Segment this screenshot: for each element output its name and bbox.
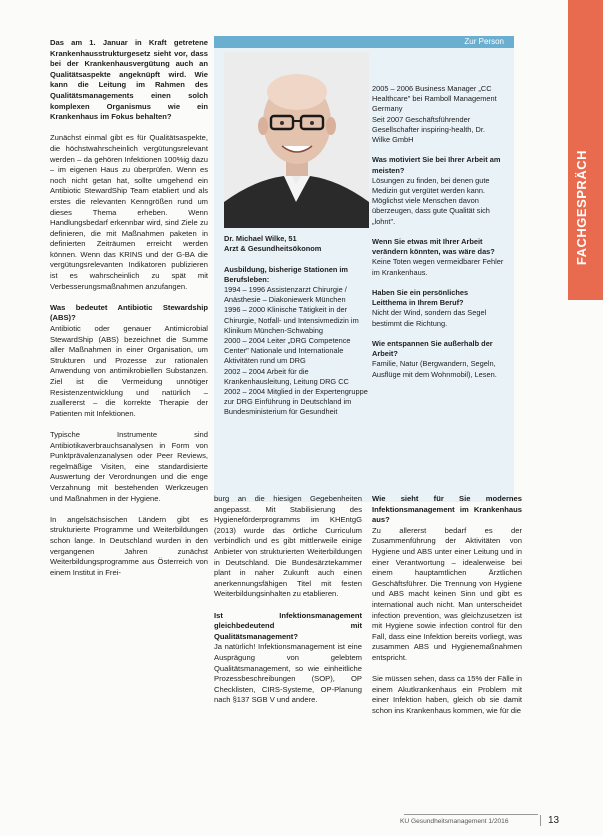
portrait-photo <box>224 52 369 228</box>
footer-rule <box>404 814 538 815</box>
qa-question: Wie entspannen Sie außerhalb der Arbeit? <box>372 339 493 359</box>
qa-answer: Nicht der Wind, sondern das Segel bestimmt die Richtung. <box>372 308 487 328</box>
intro-question: Das am 1. Januar in Kraft getretene Krankenhausstrukturgesetz sieht vor, dass bei der Krankenhausvergütung auch an Qualitätsaspekte angeknüpft wird. Wie kann die Leitung im Rahmen des Qualitätsmanagements einen solch komplexen Organismus wie ein Krankenhaus im Fokus behalten? <box>50 38 208 122</box>
training-line: 2002 – 2004 Arbeit für die Krankenhausleitung, Leitung DRG CC <box>224 366 349 386</box>
question-heading: Wie sieht für Sie modernes Infektionsmanagement im Krankenhaus aus? <box>372 494 522 525</box>
training-heading: Ausbildung, bisherige Stationen im Berufsleben: <box>224 264 349 284</box>
qa-block <box>372 237 504 278</box>
training-line: 2002 – 2004 Mitglied in der Expertengruppe zur DRG Einführung in Deutschland im Bundesministerium für Gesundheit <box>224 387 368 417</box>
article-column-3 <box>372 494 522 727</box>
paragraph: Zu allererst bedarf es der Zusammenführung der Aktivitäten von Hygiene und ABS unter einer Leitung und in einer Verantwortung – idealerweise bei einem hauptamtlichen Ärztlichen Geschäftsführer. Die Trennung von Hygiene und ABS macht keinen Sinn und gibt es international auch nicht. Man unterscheidet infection prevention, was gleichzusetzen ist mit Hygiene sowie infection control für den Fall, dass eine Infektion bereits vorliegt, was zusammen ABS und Hygienemaßnahmen entspricht. <box>372 525 522 662</box>
page-number: 13 <box>548 815 560 826</box>
training-line: Seit 2007 Geschäftsführender Gesellschafter inspiring-health, Dr. Wilke GmbH <box>372 114 485 145</box>
person-box-left-column <box>224 234 369 418</box>
qa-answer: Familie, Natur (Bergwandern, Segeln, Ausflüge mit dem Wohnmobil), Lesen. <box>372 359 497 379</box>
article-column-2 <box>214 494 362 716</box>
paragraph: Zunächst einmal gibt es für Qualitätsaspekte, die höchstwahrscheinlich vergütungsrelevant werden – da gehören Infektionen 100%ig dazu – im eigenen Haus zu überprüfen. Wenn es noch nicht getan hat, sollte umgehend ein Antibiotic StewardShip Team etabliert und als erstes die relevanten Kenngrößen rund um dieses Thema erheben. Wenn Handlungsbedarf erkennbar wird, sind Ziele zu definieren, die mit Maßnahmen paketen in definierten Zeiträumen erreicht werden können. Wenn das KRINS und der G-BA die vergütungsrelevanten Indikatoren publizieren ist es wahrscheinlich zu spät mit Verbesserungsmaßnahmen anzufangen. <box>50 133 208 291</box>
training-line: 1996 – 2000 Klinische Tätigkeit in der Chirurgie, Notfall- und Intensivmedizin im Klinikum München-Schwabing <box>224 305 359 335</box>
qa-question: Was motiviert Sie bei Ihrer Arbeit am meisten? <box>372 155 501 175</box>
qa-block <box>372 155 504 226</box>
person-role: Arzt & Gesundheitsökonom <box>224 244 322 254</box>
training-line: 2000 – 2004 Leiter „DRG Competence Center" Nationale und Internationale Aktivitäten rund um DRG <box>224 336 351 366</box>
section-side-tab <box>568 0 603 836</box>
qa-question: Wenn Sie etwas mit Ihrer Arbeit verändern könnten, was wäre das? <box>372 237 495 257</box>
section-label: FACHGESPRÄCH <box>574 150 589 266</box>
person-box-right-column <box>372 84 504 390</box>
footer-separator <box>540 815 541 826</box>
paragraph: Sie müssen sehen, dass ca 15% der Fälle in einem Akutkrankenhaus ein Problem mit einer Infektion haben, gleich ob sie damit schon ins Krankenhaus kommen, wie für die <box>372 674 522 715</box>
qa-block <box>372 288 504 329</box>
article-column-1 <box>50 38 208 589</box>
qa-answer: Keine Toten wegen vermeidbarer Fehler im Krankenhaus. <box>372 257 504 277</box>
footer-publication: KU Gesundheitsmanagement 1/2016 <box>400 818 509 825</box>
portrait-caption <box>224 234 369 254</box>
portrait-illustration <box>224 52 369 228</box>
question-heading: Was bedeutet Antibiotic Stewardship (ABS)? <box>50 302 208 323</box>
person-box-tag: Zur Person <box>464 37 504 46</box>
person-name: Dr. Michael Wilke, 51 <box>224 234 297 243</box>
qa-question: Haben Sie ein persönliches Leitthema in Ihrem Beruf? <box>372 288 469 308</box>
training-line: 2005 – 2006 Business Manager „CC Healthcare" bei Ramboll Management Germany <box>372 84 497 114</box>
question-heading: Ist Infektionsmanagement gleichbedeutend mit Qualitätsmanagement? <box>214 610 362 641</box>
paragraph: burg an die hiesigen Gegebenheiten angepasst. Mit Stabilisierung des Hygieneförderprogramms im KHEntgG (2013) wurde das örtliche Curriculum verbindlich und es gibt mittlerweile einige Anbieter von strukturierten Weiterbildungen in Deutschland. Die Bundesärztekammer plant in naher Zukunft auch einen anerkennungsfähigen Titel mit festen Weiterbildungsinhalten zu etablieren. <box>214 494 362 599</box>
qa-block <box>372 339 504 380</box>
person-profile-box <box>214 36 514 502</box>
paragraph: Ja natürlich! Infektionsmanagement ist eine Ausprägung von gelebtem Qualitätsmanagement, so wie einheitliche Prozessbeschreibungen (SOP), OP Checklisten, CIRS-Systeme, OP-Planung nach §137 SGB V und andere. <box>214 642 362 705</box>
paragraph: Antibiotic oder genauer Antimicrobial StewardShip (ABS) bezeichnet die Summe aller Maßnahmen in einer Organisation, um Strukturen und Prozesse zur rationalen Anwendung von antimikrobiellen Substanzen. Ziel ist die Vermeidung unnötiger Resistenzentwicklung und natürlich – zuallererst – die korrekte Therapie der Patienten mit Infektionen. <box>50 324 208 418</box>
training-continuation <box>372 84 504 145</box>
paragraph: Typische Instrumente sind Antibiotikaverbrauchsanalysen in Form von Punktprävalenzanalysen oder Peer Reviews, regelmäßige Visiten, eine standardisierte Auswertung der Verordnungen und die enge Verzahnung mit bestehenden Werkzeugen und Maßnahmen in der Hygiene. <box>50 429 208 503</box>
qa-answer: Lösungen zu finden, bei denen gute Medizin gut vergütet werden kann. Möglichst viele Menschen davon überzeugen, dass gute Qualität sich „lohnt". <box>372 175 490 226</box>
training-line: 1994 – 1996 Assistenzarzt Chirurgie / Anästhesie – Diakoniewerk München <box>224 285 347 305</box>
paragraph: In angelsächsischen Ländern gibt es strukturierte Programme und Weiterbildungen schon lange. In Deutschland wurden in den vergangenen Jahren zunächst Weiterbildungsprogramme aus Österreich von einem Institut in Frei- <box>50 514 208 577</box>
